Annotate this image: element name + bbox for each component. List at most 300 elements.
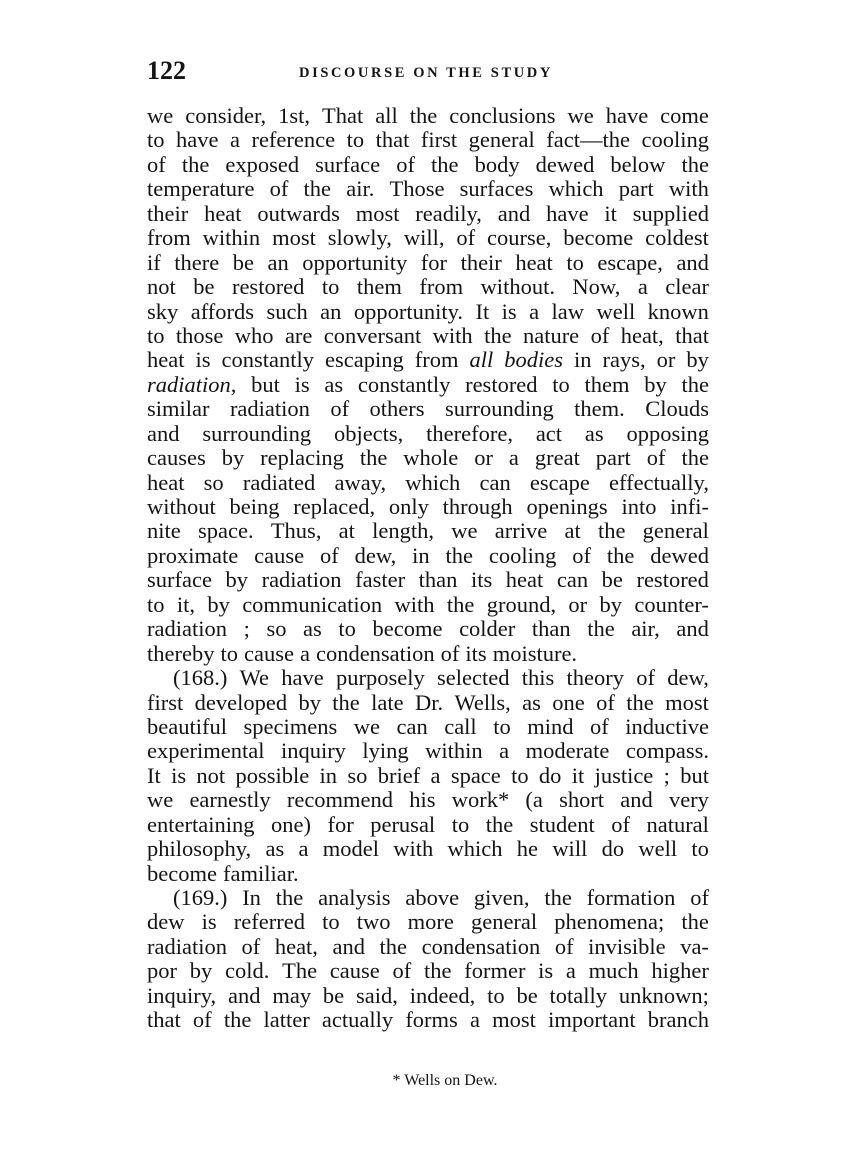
word: radiation [229,396,310,422]
word: general [470,909,538,935]
word: entertaining [147,811,255,837]
word: first [420,127,458,153]
word: length, [372,518,435,544]
text-line [147,519,709,543]
word: their [147,200,189,226]
word: or [568,591,588,617]
word: body [474,151,520,177]
word: the [409,103,438,128]
word: but [680,762,709,788]
word: reference [251,127,336,153]
word: through [442,494,513,519]
word: in [573,347,592,373]
word: for [420,249,448,275]
word: become [147,860,217,886]
word: the [431,151,459,177]
word: be [516,982,538,1008]
word: or [656,347,676,373]
word: developed [194,689,288,715]
word: being [229,494,280,519]
word: outwards [257,200,340,226]
word: most [355,200,400,226]
word: by [644,371,667,397]
word: away, [334,469,387,495]
word: opposing [626,420,709,446]
word: do [601,836,625,862]
word: than [418,567,458,593]
word: the [484,322,512,348]
word: dewed [650,542,709,568]
word: but [251,371,280,397]
word: actually [321,1007,394,1033]
word: Now, [572,274,621,300]
word: within [425,738,483,764]
word: will, [403,225,445,251]
word: the [181,151,210,177]
word: effectually, [609,469,709,495]
text-line [147,691,709,715]
word: to [566,249,584,275]
word: than [531,616,571,642]
word: restored [231,274,305,300]
word: student [529,811,595,837]
word: opportunity. [353,298,464,324]
word: the [544,885,572,910]
page-header [147,56,709,88]
word: air. [346,176,375,202]
word: the [446,591,475,617]
word: clear [665,274,709,300]
text-line [147,837,709,861]
word: familiar. [222,860,299,886]
word: most [492,1007,536,1033]
word: this [521,665,555,691]
text-line [147,446,709,470]
word: model [322,836,379,862]
word: we [567,103,594,128]
word: moderate [525,738,610,764]
word: become [563,225,634,251]
word: a [508,445,519,471]
word: escape, [597,249,663,275]
word: of [690,885,709,910]
word: philosophy, [147,836,252,862]
word: of [590,322,610,348]
word: of [456,225,476,251]
word: the [445,542,473,568]
word: are [284,322,313,348]
word: restored [465,371,538,397]
word: as [522,689,541,715]
word: it, [176,591,195,617]
word: have [605,103,649,128]
word: higher [651,958,709,984]
word: openings [526,494,608,519]
word: recommend [286,787,394,813]
text-line [147,373,709,397]
word: conversant [323,322,422,348]
word: that [147,1007,181,1033]
word: nite [147,518,181,544]
word: if [147,249,161,275]
word: ; [663,762,670,788]
word: invisible [588,933,666,959]
word: come [660,103,709,128]
running-head: DISCOURSE ON THE STUDY [299,65,553,81]
word: them. [574,396,625,422]
word: arrive [494,518,548,544]
word: surface [147,567,212,593]
word: of [269,176,289,202]
word: the [223,1007,252,1033]
word: in [412,542,430,568]
word: proximate [147,542,239,568]
word: branch [647,1007,709,1033]
word: radiation [261,567,342,593]
word: surface [315,151,381,177]
word: which [548,176,604,202]
word: radiation [147,933,227,959]
word: to [451,811,470,837]
text-line [147,764,709,788]
text-line [147,348,709,372]
word: most [272,225,316,251]
word: the [597,518,626,544]
word: by [207,591,230,617]
word: ground, [486,591,557,617]
text-line [147,813,709,837]
word: so [266,616,287,642]
word: replaced, [293,494,376,519]
word: as [584,420,604,446]
word: to [321,274,340,300]
word: and [147,420,180,446]
word: can [556,567,589,593]
word: the [332,689,360,715]
word: ; [243,616,250,642]
word: we [147,787,174,813]
word: to [322,909,340,935]
word: to [220,640,238,666]
word: escaping [324,347,404,373]
word: heat, [274,933,318,959]
word: one [552,689,585,715]
word: cooling [488,542,557,568]
word: opportunity [302,249,408,275]
word: inquiry, [147,982,217,1008]
word: or [474,445,493,471]
word: from [147,225,191,251]
text-line [147,642,709,666]
word: he [516,836,539,862]
word: former [464,958,526,984]
word: dew [147,909,185,935]
text-line [147,886,709,910]
word: selected [437,665,510,691]
word: of [440,640,460,666]
word: to [346,127,365,153]
text-line [147,397,709,421]
word: purposely [336,665,425,691]
word: condensation [315,640,435,666]
word: va- [680,933,709,959]
word: the [681,371,709,397]
word: which [405,469,461,495]
word: rays, [602,347,646,373]
word: exposed [225,151,300,177]
word: so [347,762,368,788]
word: the [303,176,332,202]
word: inquiry [280,738,346,764]
word: of [319,542,339,568]
word: an [320,298,342,324]
word: It [147,762,161,788]
word: therefore, [426,420,513,446]
word: an [267,249,289,275]
word: be [322,982,345,1008]
word: short [559,787,605,813]
word: supplied [632,200,709,226]
word: justice [594,762,654,788]
text-line [147,495,709,519]
word: communication [242,591,383,617]
word: Wells, [454,689,511,715]
page-number: 122 [147,56,186,85]
word: become [372,616,443,642]
word: of [554,933,574,959]
word: to [338,616,356,642]
word: at [564,518,581,544]
word: his [409,787,436,813]
word: with [393,836,434,862]
text-line [147,104,709,128]
word: work* [451,787,510,813]
word: there [174,249,220,275]
word: forms [405,1007,458,1033]
word: have [176,127,219,153]
word: counter- [634,591,709,617]
word: cold. [224,958,270,984]
word: indeed, [409,982,476,1008]
word: totally [549,982,608,1008]
word: be [193,274,215,300]
word: constantly [221,347,314,373]
word: formation [586,885,676,910]
word: that [675,322,709,348]
text-line [147,275,709,299]
text-line [147,666,709,690]
word: latter [263,1007,310,1033]
word: In [242,885,261,910]
word: do [538,762,562,788]
word: is [171,762,187,788]
word: space [450,762,501,788]
word: without [147,494,216,519]
word: course, [487,225,552,251]
word: a [637,274,648,300]
word: to [487,982,505,1008]
word: we [451,518,478,544]
word: radiation, [147,371,237,397]
word: a [430,762,441,788]
word: with [668,176,709,202]
word: a [299,640,310,666]
word: so [203,469,224,495]
word: first [147,689,184,715]
word: its [470,567,493,593]
word: to [493,713,511,739]
word: to [147,322,165,348]
word: to [147,591,165,617]
word: whole [403,445,459,471]
word: the [275,885,304,910]
word: the [681,445,709,471]
word: and [676,616,709,642]
text-line [147,739,709,763]
word: from [419,274,464,300]
word: condensation [421,933,541,959]
word: beautiful [147,713,227,739]
word: not [147,274,176,300]
word: colder [459,616,516,642]
word: heat [515,249,553,275]
word: most [665,689,709,715]
word: 1st, [278,103,311,128]
word: as [303,616,322,642]
word: fact—the [546,127,630,153]
word: can [479,469,511,495]
footnote-text: * Wells on Dew. [392,1072,498,1089]
word: and [228,982,261,1008]
word: of [572,542,591,568]
word: nature [522,322,580,348]
word: cause [254,542,305,568]
word: law [551,298,585,324]
text-line [147,202,709,226]
word: at [338,518,355,544]
word: without. [480,274,555,300]
word: with [394,591,435,617]
word: the [485,811,514,837]
word: radiated [242,469,316,495]
word: of [636,665,655,691]
text-line [147,568,709,592]
word: the [606,542,635,568]
word: It [475,298,490,324]
word: a [229,127,240,153]
word: of [589,713,609,739]
word: cooling [641,127,709,153]
word: in [319,762,338,788]
word: bodies [504,347,563,373]
word: thereby [147,640,215,666]
word: affords [190,298,255,324]
text-line [147,128,709,152]
word: others [369,396,425,422]
word: heat, [620,322,664,348]
word: can [396,713,428,739]
word: part [618,176,654,202]
word: is [195,347,211,373]
word: dew, [667,665,709,691]
word: of [396,151,415,177]
word: have [546,200,589,226]
word: Those [389,176,445,202]
word: by [599,591,623,617]
word: who [234,322,274,348]
word: it [604,200,617,226]
word: very [668,787,709,813]
word: that [375,127,410,153]
word: all [375,103,398,128]
word: of [596,689,615,715]
word: the [681,909,709,935]
word: inductive [625,713,709,739]
word: objects, [333,420,404,446]
word: mind [527,713,574,739]
word: into [621,494,657,519]
word: to [147,127,165,153]
word: (a [525,787,543,813]
word: specimens [243,713,338,739]
word: slowly, [327,225,392,251]
word: may [272,982,312,1008]
word: given, [473,885,530,910]
word: We [239,665,270,691]
word: to [511,762,529,788]
word: a [565,958,576,984]
word: of [611,811,630,837]
word: which [447,836,503,862]
text-line [147,935,709,959]
word: The [282,958,318,984]
word: we [147,103,174,128]
word: similar [147,396,210,422]
word: replacing [260,445,344,471]
word: is [294,371,310,397]
word: temperature [147,176,255,202]
text-line [147,251,709,275]
word: it [571,762,585,788]
word: said, [355,982,398,1008]
word: general [468,127,535,153]
text-line [147,593,709,617]
word: cause [329,958,380,984]
text-line [147,959,709,983]
word: unknown; [618,982,709,1008]
word: as [324,371,344,397]
word: their [460,249,502,275]
word: infi- [670,494,709,519]
word: restored [636,567,709,593]
word: call [444,713,477,739]
word: of [392,958,412,984]
word: experimental [147,738,265,764]
word: analysis [318,885,391,910]
word: those [175,322,224,348]
word: and [676,249,709,275]
word: known [647,298,709,324]
word: only [388,494,429,519]
word: sky [147,298,179,324]
word: to [552,371,570,397]
word: for [327,811,354,837]
text-line [147,862,709,886]
word: space. [197,518,254,544]
word: be [232,249,254,275]
word: important [548,1007,636,1033]
word: escape [529,469,590,495]
